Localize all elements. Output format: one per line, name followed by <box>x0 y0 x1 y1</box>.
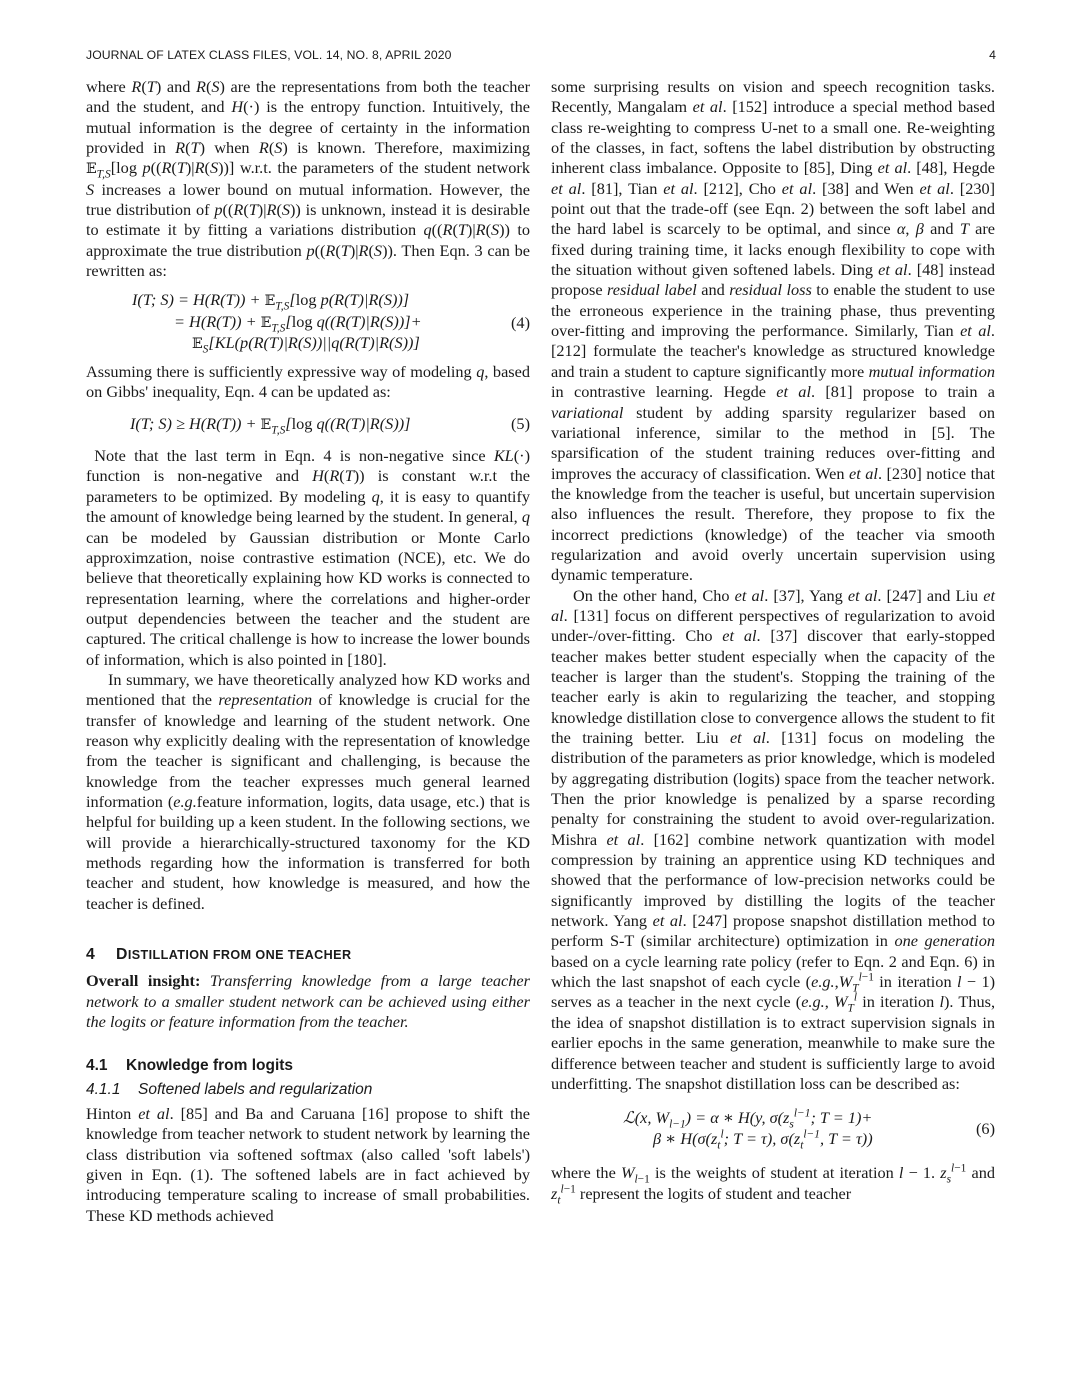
running-header <box>86 48 996 68</box>
paragraph: On the other hand, Cho et al. [37], Yang et al. [247] and Liu et al. [131] focus on different perspectives of regularization to avoid under-/over-fitting. Cho et al. [37] discover that early-stopped teacher makes better student especially when the capacity of the teacher is larger than the student's. Stopping the training of the teacher early is akin to regularizing the teacher, and stopping knowledge distillation close to convergence allows the student to fit the training better. Liu et al. [131] focus on modeling the distribution of the parameters as prior knowledge, which is modeled by aggregating distribution (logits) space from the teacher network. Then the prior knowledge is penalized by a sparse recording penalty for constraining the student to avoid over-regularization. Mishra et al. [162] combine network quantization with model compression by training an apprentice using KD techniques and showed that the performance of low-precision networks could be significantly improved by distilling the logits of the teacher network. Yang et al. [247] propose snapshot distillation method to perform S-T (similar architecture) optimization in one generation based on a cycle learning rate policy (refer to Eqn. 2 and Eqn. 6) in which the last snapshot of each cycle ($e.g.,W_T^{l-1}$ in iteration l − 1) serves as a teacher in the next cycle (e.g., $W_T^l$ in iteration l). Thus, the idea of snapshot distillation is to extract supervision signals in earlier epochs in the same generation, meanwhile to make sure the difference between teacher and student is sufficiently large to avoid underfitting. The snapshot distillation loss can be described as: <box>551 585 996 1093</box>
right-column <box>551 77 995 1204</box>
paragraph: where the $W_{l-1}$ is the weights of student at iteration l − 1. $z_s^{l-1}$ and $z_t^{l-1}$ represent the logits of student and teacher <box>551 1162 996 1206</box>
page-number: 4 <box>989 48 996 62</box>
equation-number: (4) <box>511 312 530 332</box>
subsubsection-heading: 4.1.1 Softened labels and regularization <box>86 1080 373 1098</box>
section-heading: 4 DISTILLATION FROM ONE TEACHER <box>86 946 352 964</box>
paragraph: Assuming there is sufficiently expressive way of modeling q, based on Gibbs' inequality, Eqn. 4 can be updated as: <box>86 361 531 402</box>
equation-number: (6) <box>976 1118 995 1138</box>
left-column <box>86 77 530 1226</box>
equation-4: I(T; S) = H(R(T)) + 𝔼$_{T,S}$[log p(R(T)|R(S))] = H(R(T)) + 𝔼$_{T,S}$[log q((R(T)|R(S))]+ 𝔼$_S$[KL(p(R(T)|R(S))||q(R(T)|R(S))] (4) <box>132 290 530 356</box>
equation-number: (5) <box>511 414 530 434</box>
paragraph: Note that the last term in Eqn. 4 is non-negative since KL(·) function is non-negative and H(R(T)) is constant w.r.t the parameters to be optimized. By modeling q, it is easy to quantify the amount of knowledge being learned by the student. In general, q can be modeled by Gaussian distribution or Monte Carlo approximzation, noise contrastive estimation (NCE), etc. We do believe that theoretically explaining how KD works is connected to representation learning, where the correlations and higher-order output dependencies between the teacher and the student are captured. The critical challenge is how to increase the lower bounds of information, which is also pointed in [180]. <box>86 446 531 669</box>
equation-6: ℒ(x, $W_{l-1}) = \alpha$ ∗ H(y, $\sigma(z_s^{l-1}$; T = 1)+ β ∗ $H(\sigma(z_t^l$; T = τ), $\sigma(z_t^{l-1}$, T = τ)) (6) <box>623 1107 995 1151</box>
insight-paragraph: Overall insight: Transferring knowledge from a large teacher network to a smaller student network can be achieved using either the logits or feature information from the teacher. <box>86 971 530 1032</box>
paragraph: some surprising results on vision and speech recognition tasks. Recently, Mangalam et al. [152] introduce a special method based class re-weighting to compress U-net to a small one. Re-weighting of the classes, in fact, softens the label distribution by obstructing inherent class imbalance. Opposite to [85], Ding et al. [48], Hegde et al. [81], Tian et al. [212], Cho et al. [38] and Wen et al. [230] point out that the trade-off (see Eqn. 2) between the soft label and the hard label is scarcely to be optimal, and since α, β and T are fixed during training time, it lacks enough flexibility to cope with the situation without given softened labels. Ding et al. [48] instead propose residual label and residual loss to enable the student to use the erroneous experience in the training phase, thus preventing over-fitting and improving the performance. Similarly, Tian et al. [212] formulate the teacher's knowledge as structured knowledge and train a student to capture significantly more mutual information in contrastive learning. Hegde et al. [81] propose to train a variational student by adding sparsity regularizer based on variational inference, similar to the method in [5]. The sparsification of the student training reduces over-fitting and improves the accuracy of classification. Wen et al. [230] notice that the knowledge from the teacher is useful, but uncertain supervision also influences the result. Therefore, they propose to fix the incorrect predictions (knowledge) of the teacher via smooth regularization and avoid overly uncertain supervision using dynamic temperature. <box>551 77 996 585</box>
equation-5: I(T; S) ≥ H(R(T)) + 𝔼$_{T,S}$[log q((R(T)|R(S))] (5) <box>130 413 530 436</box>
paragraph: where R(T) and R(S) are the representations from both the teacher and the student, and H(·) is the entropy function. Intuitively, the mutual information is the degree of certainty in the information provided in R(T) when R(S) is known. Therefore, maximizing 𝔼$_{T,S}$[log p((R(T)|R(S))] w.r.t. the parameters of the student network S increases a lower bound on mutual information. However, the true distribution of p((R(T)|R(S)) is unknown, instead it is desirable to estimate it by fitting a variations distribution q((R(T)|R(S)) to approximate the true distribution p((R(T)|R(S)). Then Eqn. 3 can be rewritten as: <box>86 77 531 281</box>
subsection-heading: 4.1 Knowledge from logits <box>86 1057 294 1075</box>
paragraph: Hinton et al. [85] and Ba and Caruana [16] propose to shift the knowledge from teacher network to student network by learning the class distribution via softened softmax (also called 'soft labels') given in Eqn. (1). The softened labels are in fact achieved by introducing temperature scaling to increase of small probabilities. These KD methods achieved <box>86 1104 530 1225</box>
journal-title: JOURNAL OF LATEX CLASS FILES, VOL. 14, NO. 8, APRIL 2020 <box>86 48 452 62</box>
paragraph: In summary, we have theoretically analyzed how KD works and mentioned that the representation of knowledge is crucial for the transfer of knowledge and learning of the student network. One reason why explicitly dealing with the representation of knowledge from the teacher is significant and challenging, is because the knowledge from the teacher expresses much general learned information (e.g.feature information, logits, data usage, etc.) that is helpful for building up a keen student. In the following sections, we will provide a hierarchically-structured taxonomy for the KD methods regarding how the information is transferred for both teacher and student, how knowledge is measured, and how the teacher is defined. <box>86 669 530 913</box>
